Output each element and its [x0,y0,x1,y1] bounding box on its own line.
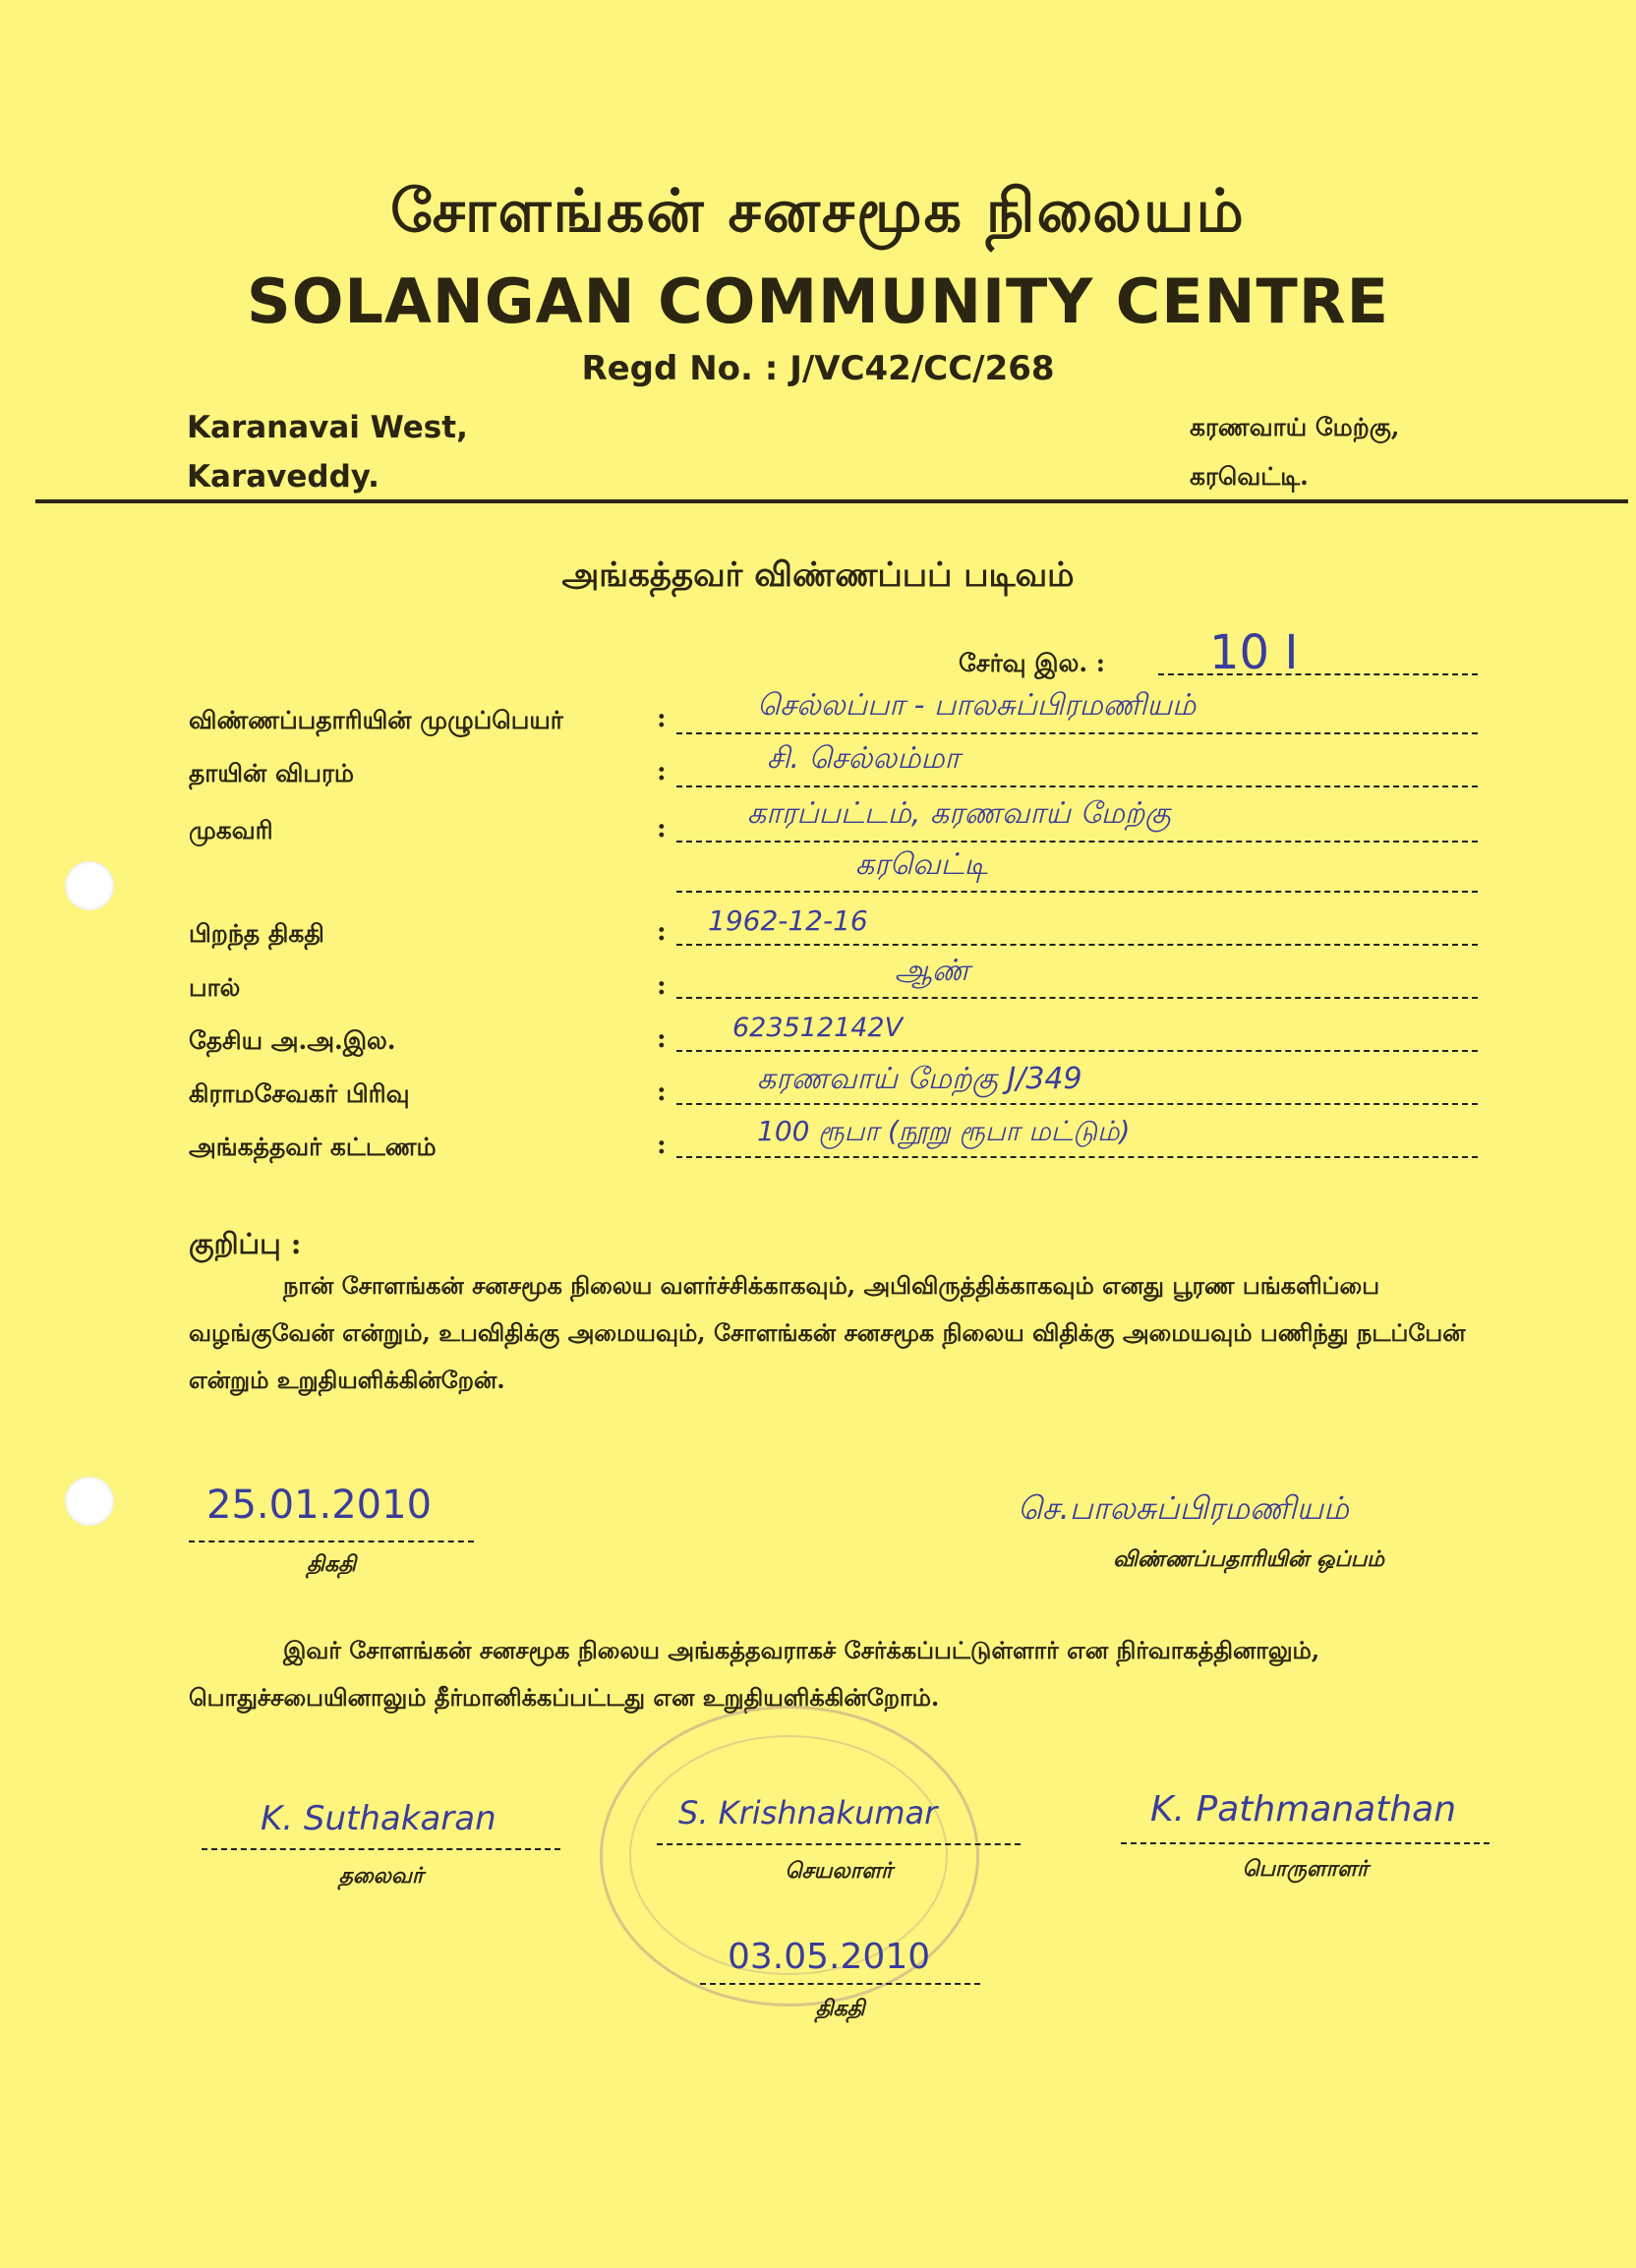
treasurer-label: பொருளாளர் [1242,1856,1369,1882]
field-label-address: முகவரி [189,816,273,844]
field-line [676,995,1478,999]
punch-hole [65,861,114,910]
field-label-mother: தாயின் விபரம் [189,759,355,787]
field-value-full-name: செல்லப்பா - பாலசுப்பிரமணியம் [757,688,1197,723]
field-value-nic: 623512142V [732,1013,904,1043]
president-sign-line [202,1846,560,1850]
field-value-membership-fee: 100 ரூபா (நூறு ரூபா மட்டும்) [757,1115,1131,1147]
applicant-signature: செ.பாலசுப்பிரமணியம் [1018,1489,1349,1527]
approval-paragraph: இவர் சோளங்கன் சனசமூக நிலைய அங்கத்தவராகச் சேர்க்கப்பட்டுள்ளார் என நிர்வாகத்தினாலும், பொதுச்சபையினாலும் தீர்மானிக்கப்பட்டது என உறுதியளிக்கின்றோம். [189,1636,1320,1712]
approval-date-line [700,1981,980,1985]
field-value-mother: சி. செல்லம்மா [767,741,961,776]
field-line [676,942,1478,946]
address-ta-line2: கரவெட்டி. [1190,462,1309,491]
applicant-date-line [189,1539,474,1542]
approval-date-label: திகதி [815,1996,865,2021]
header-divider [35,499,1628,503]
field-label-gs-division: கிராமசேவகர் பிரிவு [189,1079,410,1108]
secretary-sign-line [657,1841,1021,1845]
field-line [676,1048,1478,1052]
treasurer-sign-line [1121,1840,1490,1844]
reg-no-label: சேர்வு இல. : [959,649,1105,677]
field-value-address-line2: கரவெட்டி [855,847,988,882]
punch-hole [65,1477,114,1526]
field-line [676,1154,1478,1158]
secretary-label: செயலாளர் [785,1858,893,1884]
applicant-date-label: திகதி [306,1551,357,1577]
field-colon: : [657,814,667,843]
field-value-address-line1: காரப்பட்டம், கரணவாய் மேற்கு [747,796,1171,831]
address-en-line2: Karaveddy. [187,459,380,494]
field-label-membership-fee: அங்கத்தவர் கட்டணம் [189,1133,437,1161]
president-label: தலைவர் [338,1863,424,1889]
field-colon: : [657,971,667,1001]
approval-date-value: 03.05.2010 [728,1937,931,1977]
form-title: அங்கத்தவர் விண்ணப்பப் படிவம் [561,555,1075,595]
note-paragraph: நான் சோளங்கன் சனசமூக நிலைய வளர்ச்சிக்காகவும், அபிவிருத்திக்காகவும் எனது பூரண பங்களிப்பை வழங்குவேன் என்றும், உபவிதிக்கு அமையவும், சோளங்கன் சனசமூக நிலைய விதிக்கு அமையவும் பணிந்து நடப்பேன் என்றும் உறுதியளிக்கின்றேன். [189,1271,1466,1394]
address-tamil [1190,403,1400,501]
reg-no-value: 10 I [1209,625,1299,680]
address-en-line1: Karanavai West, [187,410,468,445]
field-line [676,889,1478,893]
registration-number: Regd No. : J/VC42/CC/268 [581,349,1055,388]
field-label-nic: தேசிய அ.அ.இல. [189,1026,396,1055]
organization-title-english: SOLANGAN COMMUNITY CENTRE [247,265,1389,337]
field-value-gs-division: கரணவாய் மேற்கு J/349 [757,1062,1082,1096]
applicant-date-value: 25.01.2010 [206,1483,433,1528]
field-line [676,839,1478,843]
field-colon: : [657,757,667,786]
field-value-date-of-birth: 1962-12-16 [708,904,868,937]
note-heading: குறிப்பு : [189,1227,302,1260]
field-value-gender: ஆண் [895,954,970,988]
field-colon: : [657,1131,667,1160]
secretary-signature: S. Krishnakumar [678,1794,938,1832]
treasurer-signature: K. Pathmanathan [1150,1789,1457,1830]
organization-title-tamil: சோளங்கன் சனசமூக நிலையம் [390,177,1246,246]
field-colon: : [657,1077,667,1107]
field-colon: : [657,917,667,947]
field-line [676,784,1478,787]
field-label-full-name: விண்ணப்பதாரியின் முழுப்பெயர் [189,706,563,734]
field-colon: : [657,1024,667,1054]
field-colon: : [657,704,667,733]
president-signature: K. Suthakaran [261,1799,497,1838]
address-ta-line1: கரணவாய் மேற்கு, [1190,413,1400,441]
reg-no-line [1158,671,1478,675]
field-label-gender: பால் [189,973,241,1002]
field-line [676,1101,1478,1105]
field-line [676,730,1478,734]
address-english [187,403,468,501]
field-label-date-of-birth: பிறந்த திகதி [189,919,324,948]
applicant-signature-label: விண்ணப்பதாரியின் ஒப்பம் [1113,1546,1384,1572]
